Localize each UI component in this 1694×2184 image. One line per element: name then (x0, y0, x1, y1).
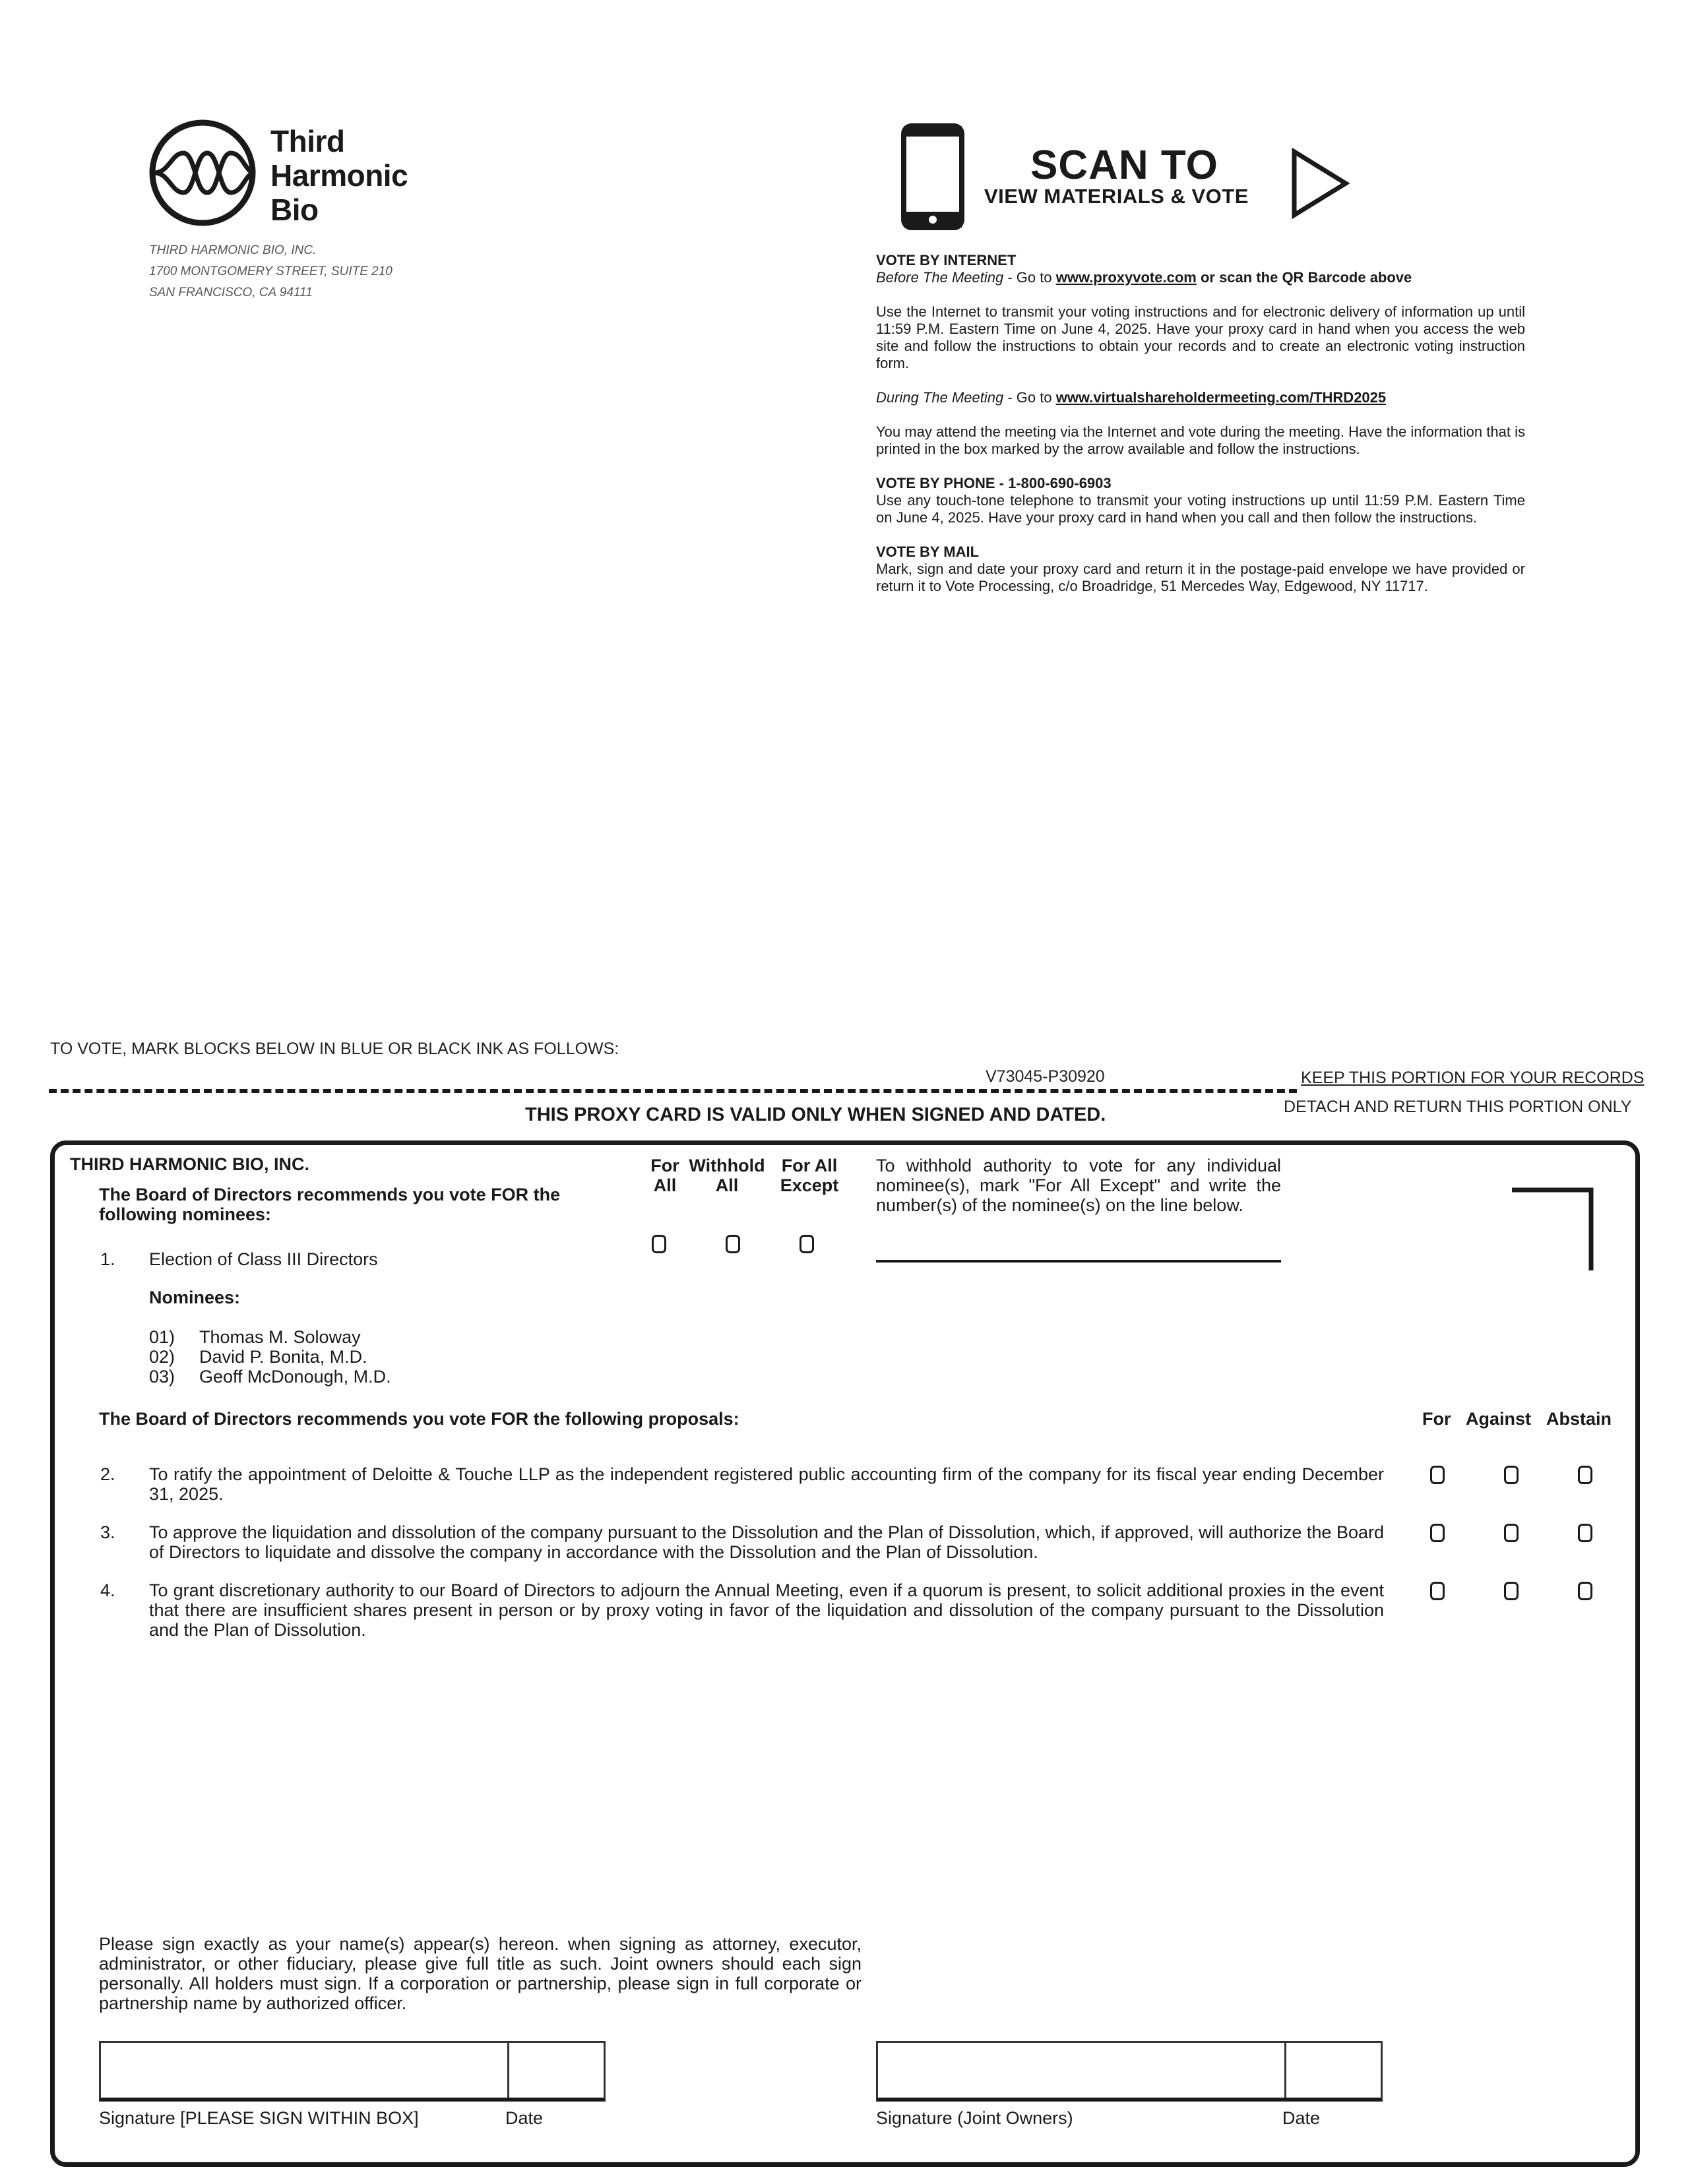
for-all-checkbox[interactable] (652, 1235, 666, 1253)
logo-wordmark: Third Harmonic Bio (270, 124, 408, 227)
col-for-all-header: For All (650, 1156, 679, 1195)
proposal-4-abstain-checkbox[interactable] (1578, 1582, 1592, 1600)
proposal-2-abstain-checkbox[interactable] (1578, 1466, 1592, 1484)
signature-box[interactable] (99, 2041, 606, 2102)
joint-date-field[interactable] (1286, 2043, 1381, 2098)
board-proposals-heading: The Board of Directors recommends you vote FOR the following proposals: (99, 1409, 739, 1429)
date-label: Date (505, 2108, 544, 2128)
col-against-header: Against (1466, 1409, 1532, 1429)
proposal-4-for-checkbox[interactable] (1430, 1582, 1445, 1600)
signature-label: Signature [PLEASE SIGN WITHIN BOX] (99, 2108, 419, 2128)
proposal-4-text: To grant discretionary authority to our Board of Directors to adjourn the Annual Meeting, even if a quorum is present, to solicit additional proxies in the event that there are insufficient shares present in person or by proxy voting in favor of the liquidation and dissolution of the company pursuant to the Dissolution and the Plan of Dissolution. (149, 1580, 1384, 1640)
company-address: THIRD HARMONIC BIO, INC. 1700 MONTGOMERY STREET, SUITE 210 SAN FRANCISCO, CA 94111 (149, 243, 392, 299)
proposal-2-number: 2. (100, 1464, 115, 1484)
card-company-name: THIRD HARMONIC BIO, INC. (70, 1154, 309, 1174)
proposal-3-for-checkbox[interactable] (1430, 1524, 1445, 1542)
list-item: 03) Geoff McDonough, M.D. (149, 1367, 391, 1387)
for-all-except-checkbox[interactable] (800, 1235, 814, 1253)
waveform-logo-icon (149, 119, 261, 231)
proposal-3-text: To approve the liquidation and dissolution of the company pursuant to the Dissolution and the Plan of Dissolution, which, if approved, will authorize the Board of Directors to liquidate and dissolve the company in accordance with the Dissolution and the Plan of Dissolution. (149, 1522, 1384, 1562)
except-nominee-number-line[interactable] (876, 1260, 1281, 1263)
vote-mail-heading: VOTE BY MAIL (876, 544, 980, 560)
nominees-heading: Nominees: (149, 1288, 241, 1307)
proposal-3-number: 3. (100, 1522, 115, 1542)
col-for-all-except-header: For All Except (780, 1156, 839, 1195)
vote-internet-heading: VOTE BY INTERNET (876, 252, 1017, 268)
proposal-2-text: To ratify the appointment of Deloitte & Touche LLP as the independent registered public accounting firm of the company for its fiscal year ending December 31, 2025. (149, 1464, 1384, 1504)
list-item: 02) David P. Bonita, M.D. (149, 1347, 367, 1367)
joint-signature-box[interactable] (876, 2041, 1383, 2102)
mail-body: Mark, sign and date your proxy card and return it in the postage-paid envelope we have provided or return it to Vote Processing, c/o Broadridge, 51 Mercedes Way, Edgewood, NY 11717. (876, 561, 1525, 594)
scan-title: SCAN TO (1030, 142, 1218, 188)
detach-dashed-line (49, 1089, 1297, 1093)
vote-phone-heading: VOTE BY PHONE - 1-800-690-6903 (876, 475, 1112, 491)
proposal-4-number: 4. (100, 1580, 115, 1600)
virtual-meeting-link[interactable]: www.virtualshareholdermeeting.com/THRD2025 (1055, 389, 1387, 406)
col-for-header: For (1422, 1409, 1451, 1429)
joint-signature-field[interactable] (878, 2043, 1286, 2098)
control-number: V73045-P30920 (986, 1067, 1105, 1086)
play-arrow-icon (1290, 148, 1350, 219)
joint-date-label: Date (1282, 2108, 1321, 2128)
list-item: 01) Thomas M. Soloway (149, 1327, 361, 1347)
col-abstain-header: Abstain (1546, 1409, 1612, 1429)
withhold-all-checkbox[interactable] (726, 1235, 740, 1253)
nominee-list (149, 1327, 391, 1387)
proposal-3-against-checkbox[interactable] (1504, 1524, 1519, 1542)
date-field[interactable] (509, 2043, 604, 2098)
valid-notice: THIS PROXY CARD IS VALID ONLY WHEN SIGNED AND DATED. (525, 1104, 1106, 1125)
during-body: You may attend the meeting via the Internet and vote during the meeting. Have the information that is printed in the box marked by the arrow available and follow the instructions. (876, 423, 1525, 457)
scan-subtitle: VIEW MATERIALS & VOTE (984, 185, 1249, 208)
smartphone-icon (900, 123, 966, 230)
proposal-2-against-checkbox[interactable] (1504, 1466, 1519, 1484)
during-meeting-line: During The Meeting - Go to www.virtualshareholdermeeting.com/THRD2025 (876, 389, 1387, 406)
item-1-number: 1. (100, 1249, 115, 1269)
proposal-4-against-checkbox[interactable] (1504, 1582, 1519, 1600)
phone-body: Use any touch-tone telephone to transmit your voting instructions up until 11:59 P.M. Eastern Time on June 4, 2025. Have your proxy card in hand when you call and then follow the instructions. (876, 492, 1525, 526)
mark-blocks-instruction: TO VOTE, MARK BLOCKS BELOW IN BLUE OR BLACK INK AS FOLLOWS: (50, 1040, 619, 1058)
proposal-3-abstain-checkbox[interactable] (1578, 1524, 1592, 1542)
proxyvote-link[interactable]: www.proxyvote.com (1055, 269, 1197, 286)
corner-mark-icon (1511, 1187, 1594, 1273)
before-meeting-line: Before The Meeting - Go to www.proxyvote.com or scan the QR Barcode above (876, 269, 1412, 286)
item-1-text: Election of Class III Directors (149, 1249, 378, 1269)
signature-field[interactable] (101, 2043, 509, 2098)
detach-portion-label: DETACH AND RETURN THIS PORTION ONLY (1284, 1098, 1632, 1116)
sign-instructions: Please sign exactly as your name(s) appear(s) hereon. when signing as attorney, executor, administrator, or other fiduciary, please give full title as such. Joint owners should each sign personally. All holders must sign. If a corporation or partnership, please sign in full corporate or partnership name by authorized officer. (99, 1934, 862, 2013)
joint-signature-label: Signature (Joint Owners) (876, 2108, 1073, 2128)
keep-portion-label: KEEP THIS PORTION FOR YOUR RECORDS (1301, 1069, 1645, 1087)
withhold-instructions: To withhold authority to vote for any individual nominee(s), mark "For All Except" and write the number(s) of the nominee(s) on the line below. (876, 1156, 1281, 1215)
voting-instructions (876, 252, 1525, 595)
company-logo (149, 119, 439, 231)
col-withhold-all-header: Withhold All (689, 1156, 765, 1195)
proposal-2-for-checkbox[interactable] (1430, 1466, 1445, 1484)
board-nominees-heading: The Board of Directors recommends you vote FOR the following nominees: (99, 1185, 561, 1224)
internet-body: Use the Internet to transmit your voting instructions and for electronic delivery of information up until 11:59 P.M. Eastern Time on June 4, 2025. Have your proxy card in hand when you access the web site and follow the instructions to obtain your records and to create an electronic voting instruction form. (876, 303, 1525, 371)
